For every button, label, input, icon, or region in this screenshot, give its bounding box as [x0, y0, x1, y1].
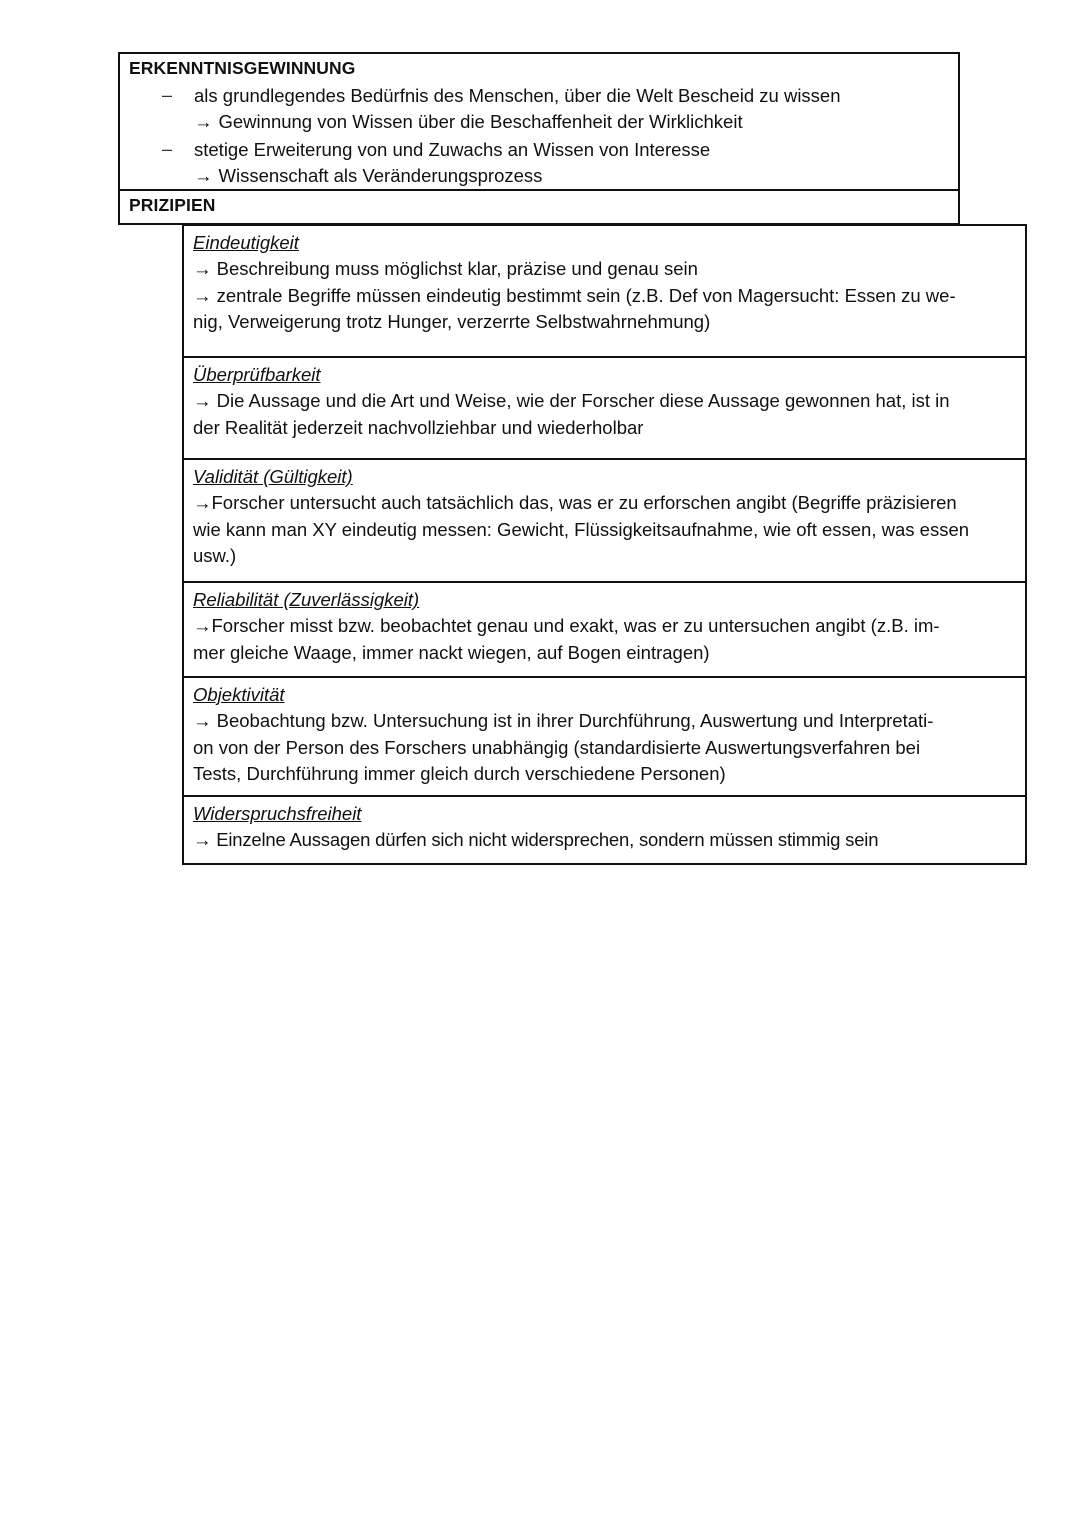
bullet-sub-1-text: Gewinnung von Wissen über die Beschaffenheit der Wirklichkeit [218, 111, 743, 132]
principle-title: Überprüfbarkeit [193, 364, 321, 385]
principle-row-validitaet [184, 460, 1025, 583]
principle-line: → Einzelne Aussagen dürfen sich nicht widersprechen, sondern müssen stimmig sein [193, 829, 879, 850]
bullet-sub-2-text: Wissenschaft als Veränderungsprozess [218, 165, 543, 186]
bullet-dash-icon: – [162, 139, 173, 159]
bullet-sub-2 [194, 165, 542, 187]
principle-row-eindeutigkeit [184, 226, 1025, 358]
principle-line: Tests, Durchführung immer gleich durch verschiedene Personen) [193, 763, 726, 785]
principle-title: Validität (Gültigkeit) [193, 466, 353, 487]
principles-table [182, 224, 1027, 865]
principle-line: on von der Person des Forschers unabhängig (standardisierte Auswertungsverfahren bei [193, 736, 921, 758]
arrow-right-icon: → [194, 111, 213, 132]
principle-line: wie kann man XY eindeutig messen: Gewicht, Flüssigkeitsaufnahme, wie oft essen, was essen [193, 518, 970, 540]
principle-title: Widerspruchsfreiheit [193, 803, 362, 824]
section-heading-prinzipien: PRIZIPIEN [129, 195, 216, 215]
erkenntnisgewinnung-box [118, 52, 960, 225]
principle-line: mer gleiche Waage, immer nackt wiegen, auf Bogen eintragen) [193, 641, 710, 663]
principle-title: Eindeutigkeit [193, 232, 299, 253]
principle-line: → zentrale Begriffe müssen eindeutig bestimmt sein (z.B. Def von Magersucht: Essen zu we- [193, 284, 956, 306]
section-heading-erkenntnisgewinnung: ERKENNTNISGEWINNUNG [129, 58, 356, 78]
arrow-right-icon: → [194, 165, 213, 186]
principle-row-ueberpruefbarkeit [184, 358, 1025, 460]
principle-line: der Realität jederzeit nachvollziehbar und wiederholbar [193, 416, 644, 438]
principle-line: nig, Verweigerung trotz Hunger, verzerrte Selbstwahrnehmung) [193, 311, 711, 333]
principle-title: Reliabilität (Zuverlässigkeit) [193, 589, 420, 610]
principle-row-widerspruchsfreiheit [184, 797, 1025, 863]
principle-line: → Die Aussage und die Art und Weise, wie der Forscher diese Aussage gewonnen hat, ist in [193, 390, 950, 411]
principle-row-reliabilitaet [184, 583, 1025, 678]
principle-line: →Forscher misst bzw. beobachtet genau und exakt, was er zu untersuchen angibt (z.B. im- [193, 615, 940, 636]
principle-row-objektivitaet [184, 678, 1025, 797]
bullet-sub-1 [194, 111, 743, 133]
principle-line: usw.) [193, 545, 237, 567]
principle-title: Objektivität [193, 684, 285, 705]
erkenntnisgewinnung-section [120, 54, 958, 191]
principle-line: →Forscher untersucht auch tatsächlich das, was er zu erforschen angibt (Begriffe präzisieren [193, 492, 957, 513]
bullet-item-1: als grundlegendes Bedürfnis des Menschen, über die Welt Bescheid zu wissen [194, 85, 841, 106]
bullet-item-2: stetige Erweiterung von und Zuwachs an Wissen von Interesse [194, 139, 711, 160]
principle-line: → Beobachtung bzw. Untersuchung ist in ihrer Durchführung, Auswertung und Interpretati- [193, 710, 934, 731]
bullet-dash-icon: – [162, 85, 173, 105]
principle-line: → Beschreibung muss möglichst klar, präzise und genau sein [193, 258, 698, 279]
